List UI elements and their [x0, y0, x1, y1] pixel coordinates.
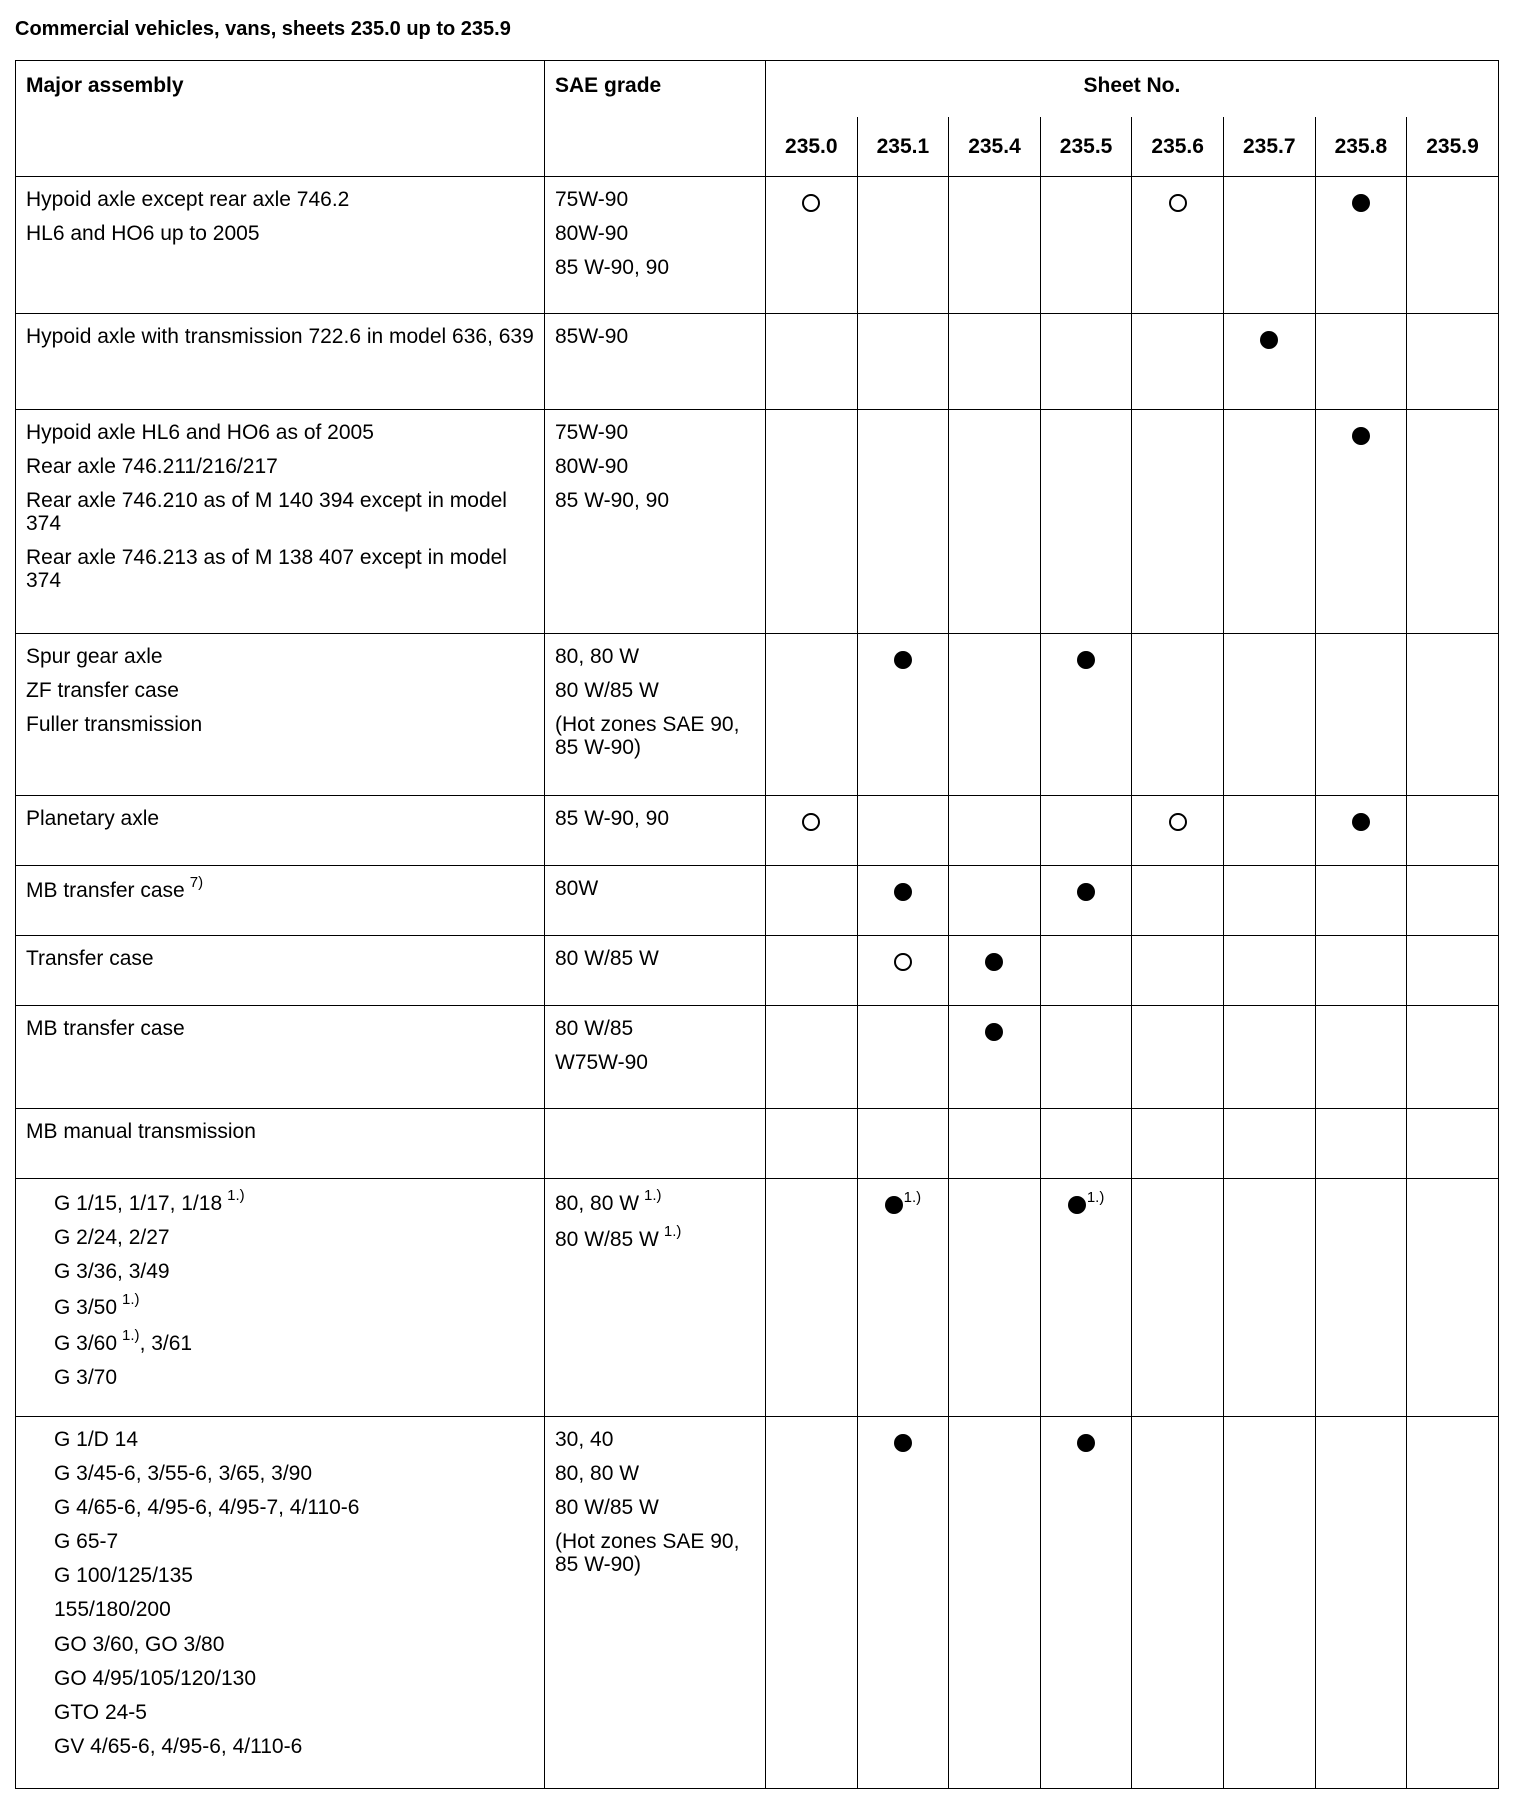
table-row	[16, 866, 1499, 936]
sheet-mark-cell	[1132, 1109, 1224, 1179]
sheet-mark-cell	[949, 177, 1041, 314]
sheet-mark-cell	[857, 177, 949, 314]
filled-circle-icon	[1068, 1196, 1086, 1214]
filled-circle-icon	[1077, 1434, 1095, 1452]
sae-grade-text: 80, 80 W	[555, 645, 640, 668]
sheet-mark-cell	[1315, 1109, 1407, 1179]
assembly-text: MB transfer case	[26, 1017, 185, 1040]
sae-grade-text: 85W-90	[555, 325, 629, 348]
sheet-mark-cell	[1040, 1006, 1132, 1109]
sheet-mark-cell	[857, 866, 949, 936]
assembly-text: Fuller transmission	[26, 713, 203, 737]
filled-circle-icon	[985, 1023, 1003, 1041]
sheet-number-header: 235.0	[766, 117, 858, 177]
sheet-mark-cell	[766, 796, 858, 866]
sheet-mark-cell	[1040, 1109, 1132, 1179]
sheet-mark-cell	[1132, 634, 1224, 796]
sae-grade-cell	[545, 866, 766, 936]
sae-grade-text: 75W-90	[555, 421, 629, 444]
sheet-mark-cell	[857, 634, 949, 796]
sheet-mark-cell	[766, 1109, 858, 1179]
sheet-mark-cell	[766, 634, 858, 796]
sheet-number-header: 235.6	[1132, 117, 1224, 177]
sheet-mark-cell	[949, 410, 1041, 634]
sheet-number-header: 235.7	[1223, 117, 1315, 177]
sae-grade-text: 85 W-90, 90	[555, 256, 670, 280]
lubricant-sheet-table	[15, 60, 1499, 1789]
footnote-ref: 1.)	[227, 1187, 245, 1204]
table-row	[16, 634, 1499, 796]
assembly-text: G 3/60 $^{1.)}$, 3/61	[54, 1327, 193, 1356]
assembly-text: GV 4/65-6, 4/95-6, 4/110-6	[54, 1734, 303, 1758]
sheet-mark-cell	[1040, 177, 1132, 314]
assembly-text: 155/180/200	[54, 1598, 171, 1622]
sheet-mark-cell	[1315, 177, 1407, 314]
sheet-mark-cell	[1407, 796, 1499, 866]
assembly-text: G 4/65-6, 4/95-6, 4/95-7, 4/110-6	[54, 1496, 360, 1520]
sheet-number-header: 235.4	[949, 117, 1041, 177]
filled-circle-icon	[1352, 427, 1370, 445]
table-row	[16, 410, 1499, 634]
sheet-mark-cell	[1315, 936, 1407, 1006]
page-title: Commercial vehicles, vans, sheets 235.0 up to 235.9	[15, 18, 511, 40]
sheet-mark-cell	[766, 936, 858, 1006]
table-row	[16, 1109, 1499, 1179]
table-row	[16, 1417, 1499, 1789]
sheet-mark-cell	[1132, 410, 1224, 634]
assembly-text: G 1/15, 1/17, 1/18 $^{1.)}$	[54, 1187, 245, 1215]
sheet-mark-cell	[1407, 314, 1499, 410]
sheet-mark-cell	[1223, 1006, 1315, 1109]
sae-grade-text: (Hot zones SAE 90, 85 W-90)	[555, 1530, 740, 1577]
sheet-mark-cell	[1407, 936, 1499, 1006]
assembly-text: G 3/50 $^{1.)}$	[54, 1291, 140, 1320]
table-row	[16, 177, 1499, 314]
footnote-ref: 1.)	[122, 1327, 140, 1345]
assembly-text: Hypoid axle except rear axle 746.2	[26, 188, 350, 211]
sheet-mark-cell	[1223, 1109, 1315, 1179]
sheet-mark-cell	[1223, 796, 1315, 866]
table-row	[16, 314, 1499, 410]
sheet-mark-cell	[1223, 936, 1315, 1006]
major-assembly-cell	[16, 314, 545, 410]
sheet-mark-cell	[1132, 1006, 1224, 1109]
sae-grade-text: 80 W/85 W	[555, 679, 659, 703]
major-assembly-cell	[16, 796, 545, 866]
assembly-text: HL6 and HO6 up to 2005	[26, 222, 260, 246]
sheet-mark-cell	[949, 866, 1041, 936]
sheet-mark-cell	[766, 314, 858, 410]
sheet-mark-cell	[1223, 866, 1315, 936]
sheet-mark-cell	[1040, 314, 1132, 410]
major-assembly-cell	[16, 936, 545, 1006]
sae-grade-text: 80 W/85 W	[555, 1496, 659, 1520]
sheet-mark-cell	[1407, 1417, 1499, 1789]
filled-circle-icon	[894, 1434, 912, 1452]
filled-circle-icon	[1260, 331, 1278, 349]
major-assembly-cell	[16, 410, 545, 634]
column-header-sheet: Sheet No.	[766, 61, 1499, 117]
sheet-mark-cell	[1040, 1417, 1132, 1789]
open-circle-icon	[1169, 813, 1187, 831]
sheet-mark-cell	[1315, 634, 1407, 796]
major-assembly-cell	[16, 1006, 545, 1109]
filled-circle-icon	[1352, 813, 1370, 831]
sae-grade-text: 80, 80 W	[555, 1462, 640, 1486]
sae-grade-cell	[545, 634, 766, 796]
sae-grade-cell	[545, 1109, 766, 1179]
sae-grade-text: 80 W/85	[555, 1017, 634, 1040]
sheet-mark-cell	[1132, 866, 1224, 936]
open-circle-icon	[1169, 194, 1187, 212]
sheet-mark-cell	[1132, 314, 1224, 410]
sae-grade-text: 80 W/85 W $^{1.)}$	[555, 1223, 682, 1252]
sae-grade-cell	[545, 314, 766, 410]
major-assembly-cell	[16, 634, 545, 796]
sheet-mark-cell	[1315, 1006, 1407, 1109]
assembly-text: Planetary axle	[26, 807, 160, 830]
sheet-mark-cell	[766, 1179, 858, 1417]
sae-grade-cell	[545, 796, 766, 866]
sheet-mark-cell	[857, 1006, 949, 1109]
sheet-mark-cell	[1407, 1109, 1499, 1179]
sae-grade-cell	[545, 936, 766, 1006]
sheet-mark-cell	[949, 1109, 1041, 1179]
sheet-mark-cell	[1315, 314, 1407, 410]
sheet-mark-cell	[1040, 796, 1132, 866]
sheet-mark-cell	[949, 314, 1041, 410]
assembly-text: ZF transfer case	[26, 679, 179, 703]
sheet-mark-cell	[766, 177, 858, 314]
sheet-mark-cell	[857, 796, 949, 866]
sheet-mark-cell	[1040, 1179, 1132, 1417]
footnote-ref: 7)	[189, 874, 204, 891]
major-assembly-cell	[16, 1417, 545, 1789]
sheet-mark-cell	[1040, 410, 1132, 634]
sheet-mark-cell	[857, 936, 949, 1006]
sheet-mark-cell	[1132, 796, 1224, 866]
sheet-mark-cell	[1407, 866, 1499, 936]
sheet-mark-cell	[949, 796, 1041, 866]
sheet-mark-cell	[1223, 177, 1315, 314]
footnote-ref: 1.)	[663, 1223, 682, 1241]
sheet-mark-cell	[1132, 936, 1224, 1006]
sae-grade-text: 80 W/85 W	[555, 947, 659, 970]
sheet-mark-cell	[857, 1179, 949, 1417]
sheet-mark-cell	[949, 634, 1041, 796]
sheet-mark-cell	[1315, 410, 1407, 634]
sae-grade-text: 85 W-90, 90	[555, 807, 670, 830]
sheet-mark-cell	[766, 1417, 858, 1789]
sheet-mark-cell	[1315, 866, 1407, 936]
sheet-mark-cell	[1315, 796, 1407, 866]
assembly-text: Spur gear axle	[26, 645, 163, 668]
sae-grade-text: 80W	[555, 877, 599, 900]
filled-circle-icon	[985, 953, 1003, 971]
sheet-mark-cell	[1407, 634, 1499, 796]
sae-grade-text: (Hot zones SAE 90, 85 W-90)	[555, 713, 740, 760]
sheet-mark-cell	[1040, 936, 1132, 1006]
filled-circle-icon	[1352, 194, 1370, 212]
sheet-number-header: 235.9	[1407, 117, 1499, 177]
assembly-text: G 3/45-6, 3/55-6, 3/65, 3/90	[54, 1462, 313, 1486]
sheet-mark-cell	[949, 1179, 1041, 1417]
sae-grade-text: 80W-90	[555, 222, 629, 246]
open-circle-icon	[802, 813, 820, 831]
sheet-number-header: 235.5	[1040, 117, 1132, 177]
filled-circle-icon	[894, 651, 912, 669]
sae-grade-text: W75W-90	[555, 1051, 648, 1075]
sheet-mark-cell	[1407, 1006, 1499, 1109]
sheet-mark-cell	[1223, 410, 1315, 634]
column-header-assembly: Major assembly	[16, 61, 545, 177]
assembly-text: G 3/70	[54, 1366, 118, 1390]
sheet-mark-cell	[857, 1417, 949, 1789]
sheet-mark-cell	[857, 314, 949, 410]
filled-circle-icon	[1077, 883, 1095, 901]
sheet-mark-cell	[949, 936, 1041, 1006]
assembly-text: MB transfer case $^{7)}$	[26, 874, 204, 902]
table-row	[16, 1006, 1499, 1109]
assembly-text: GO 4/95/105/120/130	[54, 1666, 256, 1690]
assembly-text: Rear axle 746.213 as of M 138 407 except in model 374	[26, 546, 507, 593]
sheet-mark-cell	[766, 1006, 858, 1109]
footnote-ref: 1.)	[644, 1187, 662, 1204]
sae-grade-text: 85 W-90, 90	[555, 489, 670, 513]
sae-grade-cell	[545, 1006, 766, 1109]
footnote-ref: 1.)	[903, 1189, 922, 1206]
sheet-mark-cell	[1040, 866, 1132, 936]
major-assembly-cell	[16, 1109, 545, 1179]
table-row	[16, 936, 1499, 1006]
assembly-text: Rear axle 746.210 as of M 140 394 except in model 374	[26, 489, 507, 536]
sae-grade-cell	[545, 177, 766, 314]
sae-grade-text: 80W-90	[555, 455, 629, 479]
sheet-mark-cell	[1040, 634, 1132, 796]
assembly-text: Transfer case	[26, 947, 154, 970]
assembly-text: Hypoid axle with transmission 722.6 in model 636, 639	[26, 325, 534, 348]
sheet-mark-cell	[1223, 634, 1315, 796]
footnote-ref: 1.)	[1086, 1189, 1105, 1206]
sae-grade-text: 30, 40	[555, 1428, 614, 1451]
sheet-mark-cell	[1407, 410, 1499, 634]
sheet-mark-cell	[1132, 1179, 1224, 1417]
sheet-mark-cell	[857, 1109, 949, 1179]
table-row	[16, 1179, 1499, 1417]
filled-circle-icon	[885, 1196, 903, 1214]
sae-grade-cell	[545, 1417, 766, 1789]
major-assembly-cell	[16, 177, 545, 314]
sae-grade-text: 75W-90	[555, 188, 629, 211]
sheet-mark-cell	[1223, 314, 1315, 410]
assembly-text: G 3/36, 3/49	[54, 1260, 170, 1284]
sheet-mark-cell	[949, 1006, 1041, 1109]
sheet-number-header: 235.8	[1315, 117, 1407, 177]
table-row	[16, 796, 1499, 866]
sae-grade-text: 80, 80 W $^{1.)}$	[555, 1187, 662, 1215]
assembly-text: G 2/24, 2/27	[54, 1226, 170, 1250]
filled-circle-icon	[1077, 651, 1095, 669]
assembly-text-tail: , 3/61	[139, 1332, 193, 1356]
sheet-mark-cell	[857, 410, 949, 634]
sheet-mark-cell	[1223, 1417, 1315, 1789]
open-circle-icon	[802, 194, 820, 212]
sheet-mark-cell	[949, 1417, 1041, 1789]
footnote-ref: 1.)	[122, 1291, 140, 1309]
header-row	[16, 61, 1499, 117]
assembly-text: G 100/125/135	[54, 1564, 193, 1588]
sae-grade-cell	[545, 410, 766, 634]
sheet-number-header: 235.1	[857, 117, 949, 177]
sheet-mark-cell	[766, 410, 858, 634]
sheet-mark-cell	[1315, 1417, 1407, 1789]
assembly-text: MB manual transmission	[26, 1120, 256, 1143]
sheet-mark-cell	[1407, 1179, 1499, 1417]
assembly-text: Rear axle 746.211/216/217	[26, 455, 278, 479]
column-header-sae: SAE grade	[545, 61, 766, 177]
assembly-text: Hypoid axle HL6 and HO6 as of 2005	[26, 421, 374, 444]
sheet-mark-cell	[1132, 177, 1224, 314]
assembly-text: GTO 24-5	[54, 1700, 147, 1724]
filled-circle-icon	[894, 883, 912, 901]
assembly-text: G 65-7	[54, 1530, 119, 1554]
sheet-mark-cell	[766, 866, 858, 936]
major-assembly-cell	[16, 866, 545, 936]
sae-grade-cell	[545, 1179, 766, 1417]
assembly-text: G 1/D 14	[54, 1428, 139, 1451]
sheet-mark-cell	[1132, 1417, 1224, 1789]
open-circle-icon	[894, 953, 912, 971]
sheet-mark-cell	[1223, 1179, 1315, 1417]
assembly-text: GO 3/60, GO 3/80	[54, 1632, 225, 1656]
major-assembly-cell	[16, 1179, 545, 1417]
sheet-mark-cell	[1407, 177, 1499, 314]
sheet-mark-cell	[1315, 1179, 1407, 1417]
